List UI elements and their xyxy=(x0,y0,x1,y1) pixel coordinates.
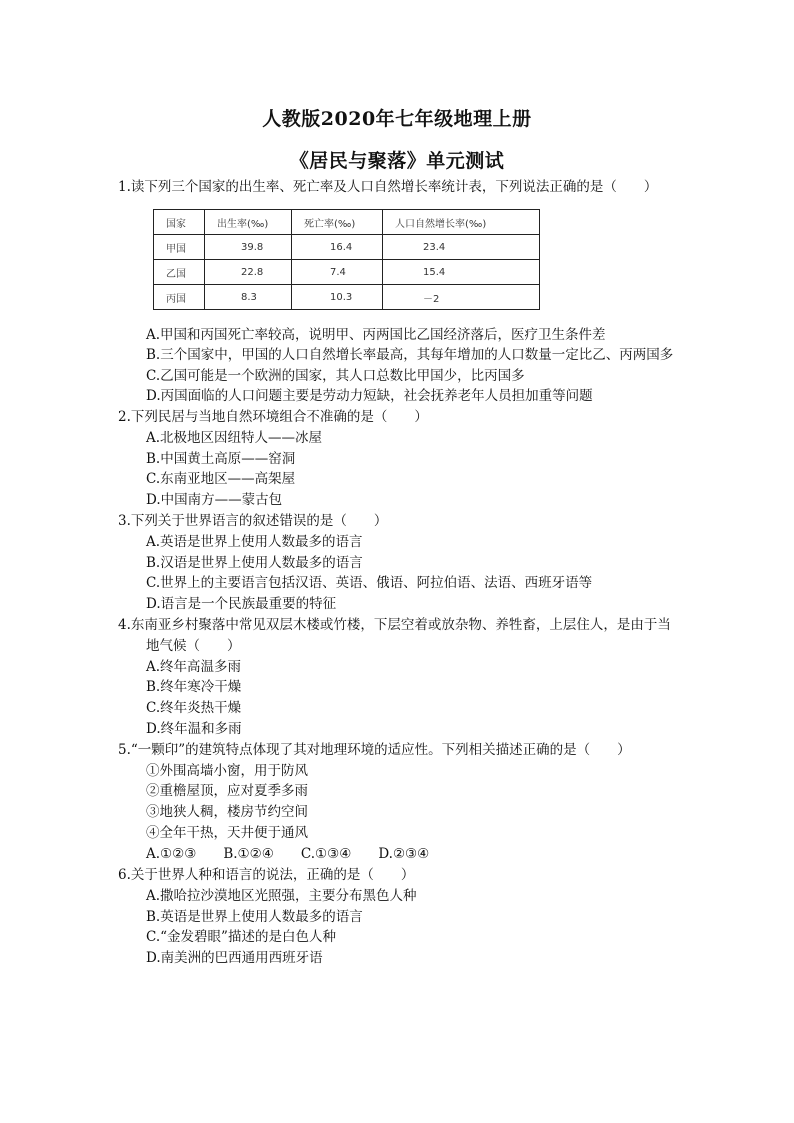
question-6-option-a: A.撒哈拉沙漠地区光照强，主要分布黑色人种 xyxy=(146,888,417,904)
question-4-stem: 4.东南亚乡村聚落中常见双层木楼或竹楼，下层空着或放杂物、养牲畜，上层住人，是由于当 xyxy=(118,617,671,633)
question-4-stem-cont: 地气候（ ） xyxy=(146,638,241,654)
table-cell: 乙国 xyxy=(154,260,205,285)
table-cell: 7.4 xyxy=(292,260,383,285)
question-2-option-b: B.中国黄土高原——窑洞 xyxy=(146,451,296,467)
question-6-stem: 6.关于世界人种和语言的说法，正确的是（ ） xyxy=(118,867,415,883)
question-4-option-c: C.终年炎热干燥 xyxy=(146,700,242,716)
question-1-option-b: B.三个国家中，甲国的人口自然增长率最高，其每年增加的人口数量一定比乙、丙两国多 xyxy=(146,347,674,363)
table-cell: 16.4 xyxy=(292,235,383,260)
table-cell: 丙国 xyxy=(154,285,205,310)
question-4-option-d: D.终年温和多雨 xyxy=(146,721,242,737)
question-5-item-3: ③地狭人稠，楼房节约空间 xyxy=(146,804,308,820)
question-6-option-d: D.南美洲的巴西通用西班牙语 xyxy=(146,950,323,966)
question-3-stem: 3.下列关于世界语言的叙述错误的是（ ） xyxy=(118,513,388,529)
question-4-option-b: B.终年寒冷干燥 xyxy=(146,679,242,695)
table-cell: 22.8 xyxy=(205,260,292,285)
doc-subtitle: 《居民与聚落》单元测试 xyxy=(289,150,505,172)
question-5-item-1: ①外围高墙小窗，用于防风 xyxy=(146,763,308,779)
question-3-option-c: C.世界上的主要语言包括汉语、英语、俄语、阿拉伯语、法语、西班牙语等 xyxy=(146,575,593,591)
question-1-option-a: A.甲国和丙国死亡率较高，说明甲、丙两国比乙国经济落后，医疗卫生条件差 xyxy=(146,327,606,343)
question-3-option-a: A.英语是世界上使用人数最多的语言 xyxy=(146,534,363,550)
table-cell: 23.4 xyxy=(383,235,540,260)
table-header-cell: 出生率(‰) xyxy=(205,210,292,235)
question-1-stem: 1.读下列三个国家的出生率、死亡率及人口自然增长率统计表，下列说法正确的是（ ） xyxy=(118,179,658,195)
table-row xyxy=(154,260,540,285)
table-cell: －2 xyxy=(383,285,540,310)
table-header-cell: 国家 xyxy=(154,210,205,235)
table-header-row xyxy=(154,210,540,235)
question-1-option-d: D.丙国面临的人口问题主要是劳动力短缺，社会抚养老年人员担加重等问题 xyxy=(146,388,593,404)
question-5-item-4: ④全年干热，天井便于通风 xyxy=(146,825,308,841)
question-6-option-c: C.“金发碧眼”描述的是白色人种 xyxy=(146,929,336,945)
table-cell: 15.4 xyxy=(383,260,540,285)
question-5-item-2: ②重檐屋顶，应对夏季多雨 xyxy=(146,783,308,799)
table-header-cell: 死亡率(‰) xyxy=(292,210,383,235)
question-2-option-d: D.中国南方——蒙古包 xyxy=(146,492,283,508)
table-header-cell: 人口自然增长率(‰) xyxy=(383,210,540,235)
table-cell: 39.8 xyxy=(205,235,292,260)
doc-title: 人教版2020年七年级地理上册 xyxy=(262,108,532,130)
table-row xyxy=(154,285,540,310)
question-6-option-b: B.英语是世界上使用人数最多的语言 xyxy=(146,909,363,925)
question-1-option-c: C.乙国可能是一个欧洲的国家，其人口总数比甲国少，比丙国多 xyxy=(146,368,525,384)
question-4-option-a: A.终年高温多雨 xyxy=(146,659,242,675)
question-3-option-d: D.语言是一个民族最重要的特征 xyxy=(146,596,337,612)
table-row xyxy=(154,235,540,260)
question-2-option-c: C.东南亚地区——高架屋 xyxy=(146,471,296,487)
question-5-choices: A.①②③ B.①②④ C.①③④ D.②③④ xyxy=(146,846,430,862)
table-cell: 10.3 xyxy=(292,285,383,310)
question-2-stem: 2.下列民居与当地自然环境组合不准确的是（ ） xyxy=(118,409,428,425)
table-cell: 8.3 xyxy=(205,285,292,310)
table-cell: 甲国 xyxy=(154,235,205,260)
question-3-option-b: B.汉语是世界上使用人数最多的语言 xyxy=(146,555,363,571)
stats-table xyxy=(153,209,540,310)
question-2-option-a: A.北极地区因纽特人——冰屋 xyxy=(146,430,323,446)
question-5-stem: 5.“一颗印”的建筑特点体现了其对地理环境的适应性。下列相关描述正确的是（ ） xyxy=(118,742,631,758)
